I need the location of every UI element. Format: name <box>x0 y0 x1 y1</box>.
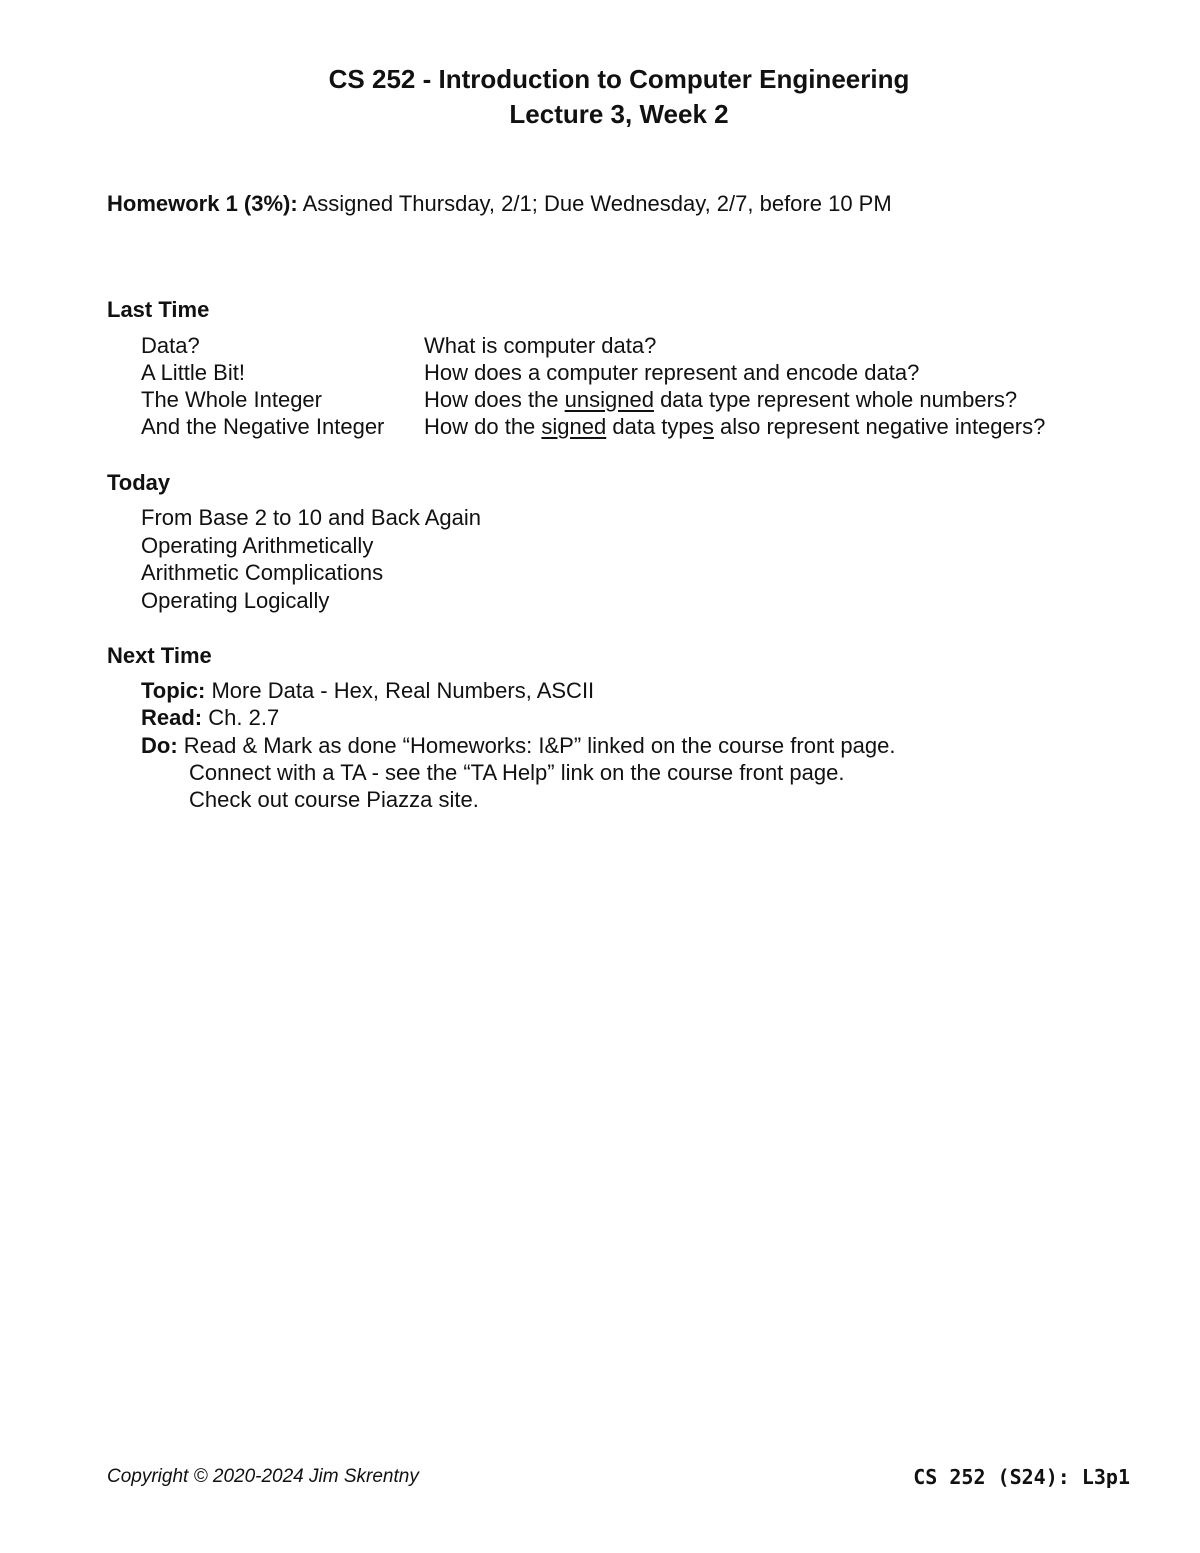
page-subtitle: Lecture 3, Week 2 <box>509 99 729 129</box>
desc-text: data type represent whole numbers? <box>653 387 1018 412</box>
last-time-topic: The Whole Integer <box>141 387 322 412</box>
last-time-heading: Last Time <box>107 297 210 322</box>
underlined-term: signed <box>541 414 607 439</box>
last-time-row <box>141 332 657 360</box>
topic-label: Topic: <box>141 678 206 703</box>
do-label: Do: <box>141 733 178 758</box>
copyright-notice: Copyright © 2020-2024 Jim Skrentny <box>107 1466 419 1487</box>
last-time-description <box>424 386 1017 414</box>
topic-text: More Data - Hex, Real Numbers, ASCII <box>211 678 595 703</box>
last-time-row <box>141 359 920 387</box>
read-label: Read: <box>141 705 203 730</box>
last-time-description: What is computer data? <box>424 333 657 358</box>
homework-label: Homework 1 (3%): <box>107 191 298 216</box>
today-item: From Base 2 to 10 and Back Again <box>141 505 481 530</box>
next-topic-line <box>141 677 594 705</box>
next-read-line <box>141 704 279 732</box>
underlined-term: s <box>702 414 714 439</box>
do-item: Read & Mark as done “Homeworks: I&P” linked on the course front page. <box>183 733 896 758</box>
last-time-topic: And the Negative Integer <box>141 414 385 439</box>
homework-text: Assigned Thursday, 2/1; Due Wednesday, 2/7, before 10 PM <box>302 191 892 216</box>
last-time-description: How does a computer represent and encode data? <box>424 360 920 385</box>
last-time-topic: Data? <box>141 333 200 358</box>
today-item: Arithmetic Complications <box>141 560 384 585</box>
last-time-topic: A Little Bit! <box>141 360 245 385</box>
desc-text: also represent negative integers? <box>713 414 1046 439</box>
desc-text: How do the <box>424 414 542 439</box>
desc-text: How does the <box>424 387 565 412</box>
last-time-row <box>141 386 1018 414</box>
today-item: Operating Logically <box>141 588 330 613</box>
desc-text: data type <box>606 414 703 439</box>
last-time-row <box>141 413 1046 441</box>
today-heading: Today <box>107 470 171 495</box>
do-item: Check out course Piazza site. <box>189 787 479 812</box>
last-time-description <box>424 413 1045 441</box>
next-do-line <box>141 732 895 760</box>
homework-line <box>107 190 892 218</box>
today-item: Operating Arithmetically <box>141 533 374 558</box>
do-item: Connect with a TA - see the “TA Help” link on the course front page. <box>189 760 845 785</box>
page-identifier: CS 252 (S24): L3p1 <box>913 1465 1130 1489</box>
page-title: CS 252 - Introduction to Computer Engineering <box>328 64 910 94</box>
underlined-term: unsigned <box>564 387 654 412</box>
read-text: Ch. 2.7 <box>208 705 280 730</box>
next-time-heading: Next Time <box>107 643 212 668</box>
